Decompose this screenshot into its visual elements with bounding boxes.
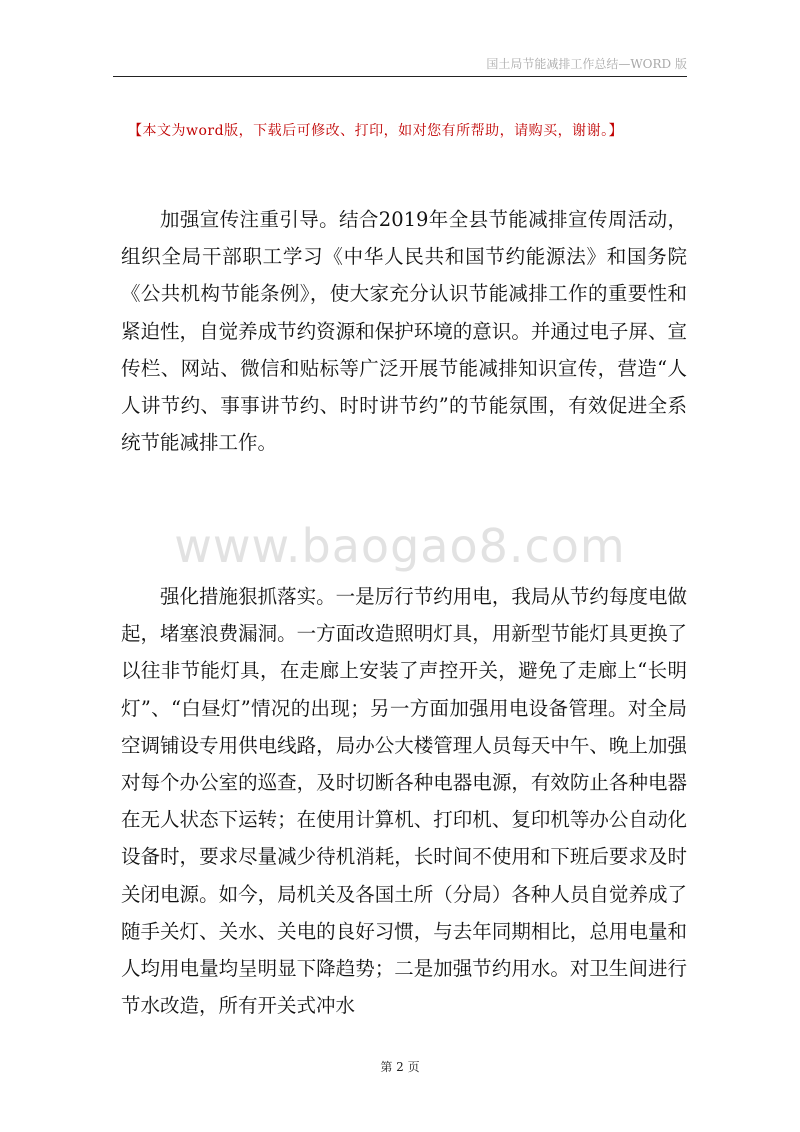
body-paragraph-2: 强化措施狠抓落实。一是厉行节约用电，我局从节约每度电做起，堵塞浪费漏洞。一方面改造照明灯具，用新型节能灯具更换了以往非节能灯具，在走廊上安装了声控开关，避免了走廊上“长明灯”、“白昼灯”情况的出现；另一方面加强用电设备管理。对全局空调铺设专用供电线路，局办公大楼管理人员每天中午、晚上加强对每个办公室的巡查，及时切断各种电器电源，有效防止各种电器在无人状态下运转；在使用计算机、打印机、复印机等办公自动化设备时，要求尽量减少待机消耗，长时间不使用和下班后要求及时关闭电源。如今，局机关及各国土所（分局）各种人员自觉养成了随手关灯、关水、关电的良好习惯，与去年同期相比，总用电量和人均用电量均呈明显下降趋势；二是加强节约用水。对卫生间进行节水改造，所有开关式冲水 <box>121 585 687 1018</box>
body-paragraph-1: 加强宣传注重引导。结合2019年全县节能减排宣传周活动，组织全局干部职工学习《中华人民共和国节约能源法》和国务院《公共机构节能条例》，使大家充分认识节能减排工作的重要性和紧迫性，自觉养成节约资源和保护环境的意识。并通过电子屏、宣传栏、网站、微信和贴标等广泛开展节能减排知识宣传，营造“人人讲节约、事事讲节约、时时讲节约”的节能氛围，有效促进全系统节能减排工作。 <box>121 208 687 455</box>
watermark: www.baogao8.com <box>174 519 626 573</box>
purchase-notice: 【本文为word版，下载后可修改、打印，如对您有所帮助，请购买，谢谢。】 <box>128 123 624 139</box>
page-number: 第 2 页 <box>380 1060 420 1074</box>
header-rule <box>113 76 687 77</box>
running-header: 国土局节能减排工作总结—WORD 版 <box>486 57 687 71</box>
